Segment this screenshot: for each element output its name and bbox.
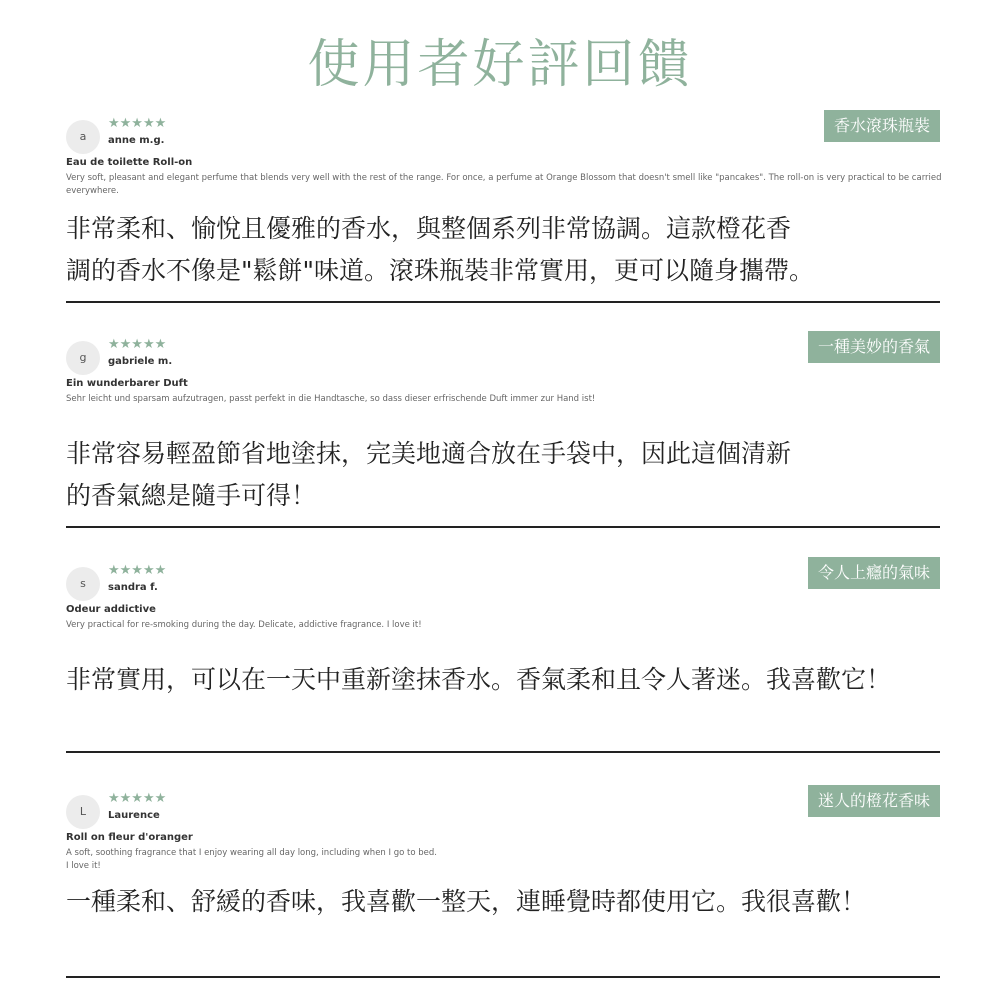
review-title: Roll on fleur d'oranger: [66, 832, 193, 843]
review-translation: [66, 659, 940, 701]
translation-line: 調的香水不像是"鬆餅"味道。滾珠瓶裝非常實用，更可以隨身攜帶。: [66, 256, 815, 285]
divider: [66, 976, 940, 978]
star-rating-icon: ★★★★★: [108, 337, 167, 352]
star-rating-icon: ★★★★★: [108, 563, 167, 578]
review-translation: [66, 433, 940, 517]
review-title: Odeur addictive: [66, 604, 156, 615]
review-translation: [66, 208, 940, 292]
review-title: Ein wunderbarer Duft: [66, 378, 188, 389]
divider: [66, 301, 940, 303]
review-body: A soft, soothing fragrance that I enjoy wearing all day long, including when I go to bed. I love it!: [66, 848, 437, 871]
review-tag-badge: 一種美妙的香氣: [808, 331, 940, 363]
translation-line: 非常實用，可以在一天中重新塗抹香水。香氣柔和且令人著迷。我喜歡它！: [66, 665, 892, 694]
review-translation: [66, 881, 940, 923]
review-author: Laurence: [108, 810, 160, 821]
review-tag-badge: 迷人的橙花香味: [808, 785, 940, 817]
translation-line: 一種柔和、舒緩的香味，我喜歡一整天，連睡覺時都使用它。我很喜歡！: [66, 887, 867, 916]
divider: [66, 526, 940, 528]
review-tag-badge: 香水滾珠瓶裝: [824, 110, 940, 142]
avatar: s: [66, 567, 100, 601]
review-body: Sehr leicht und sparsam aufzutragen, passt perfekt in die Handtasche, so dass dieser erfrischende Duft immer zur Hand ist!: [66, 394, 596, 404]
avatar: L: [66, 795, 100, 829]
review-tag-badge: 令人上癮的氣味: [808, 557, 940, 589]
review-author: sandra f.: [108, 582, 158, 593]
avatar: a: [66, 120, 100, 154]
translation-line: 的香氣總是隨手可得！: [66, 481, 317, 510]
review-body: Very soft, pleasant and elegant perfume that blends very well with the rest of the range. For once, a perfume at Orange Blossom that doesn't smell like "pancakes". The roll-on is very practical to be carried everywhere.: [66, 173, 942, 196]
review-author: gabriele m.: [108, 356, 173, 367]
avatar: g: [66, 341, 100, 375]
translation-line: 非常柔和、愉悅且優雅的香水，與整個系列非常協調。這款橙花香: [66, 214, 792, 243]
translation-line: 非常容易輕盈節省地塗抹，完美地適合放在手袋中，因此這個清新: [66, 439, 792, 468]
divider: [66, 751, 940, 753]
star-rating-icon: ★★★★★: [108, 116, 167, 131]
page-title: 使用者好評回饋: [307, 35, 693, 95]
review-title: Eau de toilette Roll-on: [66, 157, 193, 168]
review-body: Very practical for re-smoking during the day. Delicate, addictive fragrance. I love it!: [66, 620, 422, 630]
star-rating-icon: ★★★★★: [108, 791, 167, 806]
review-author: anne m.g.: [108, 135, 165, 146]
